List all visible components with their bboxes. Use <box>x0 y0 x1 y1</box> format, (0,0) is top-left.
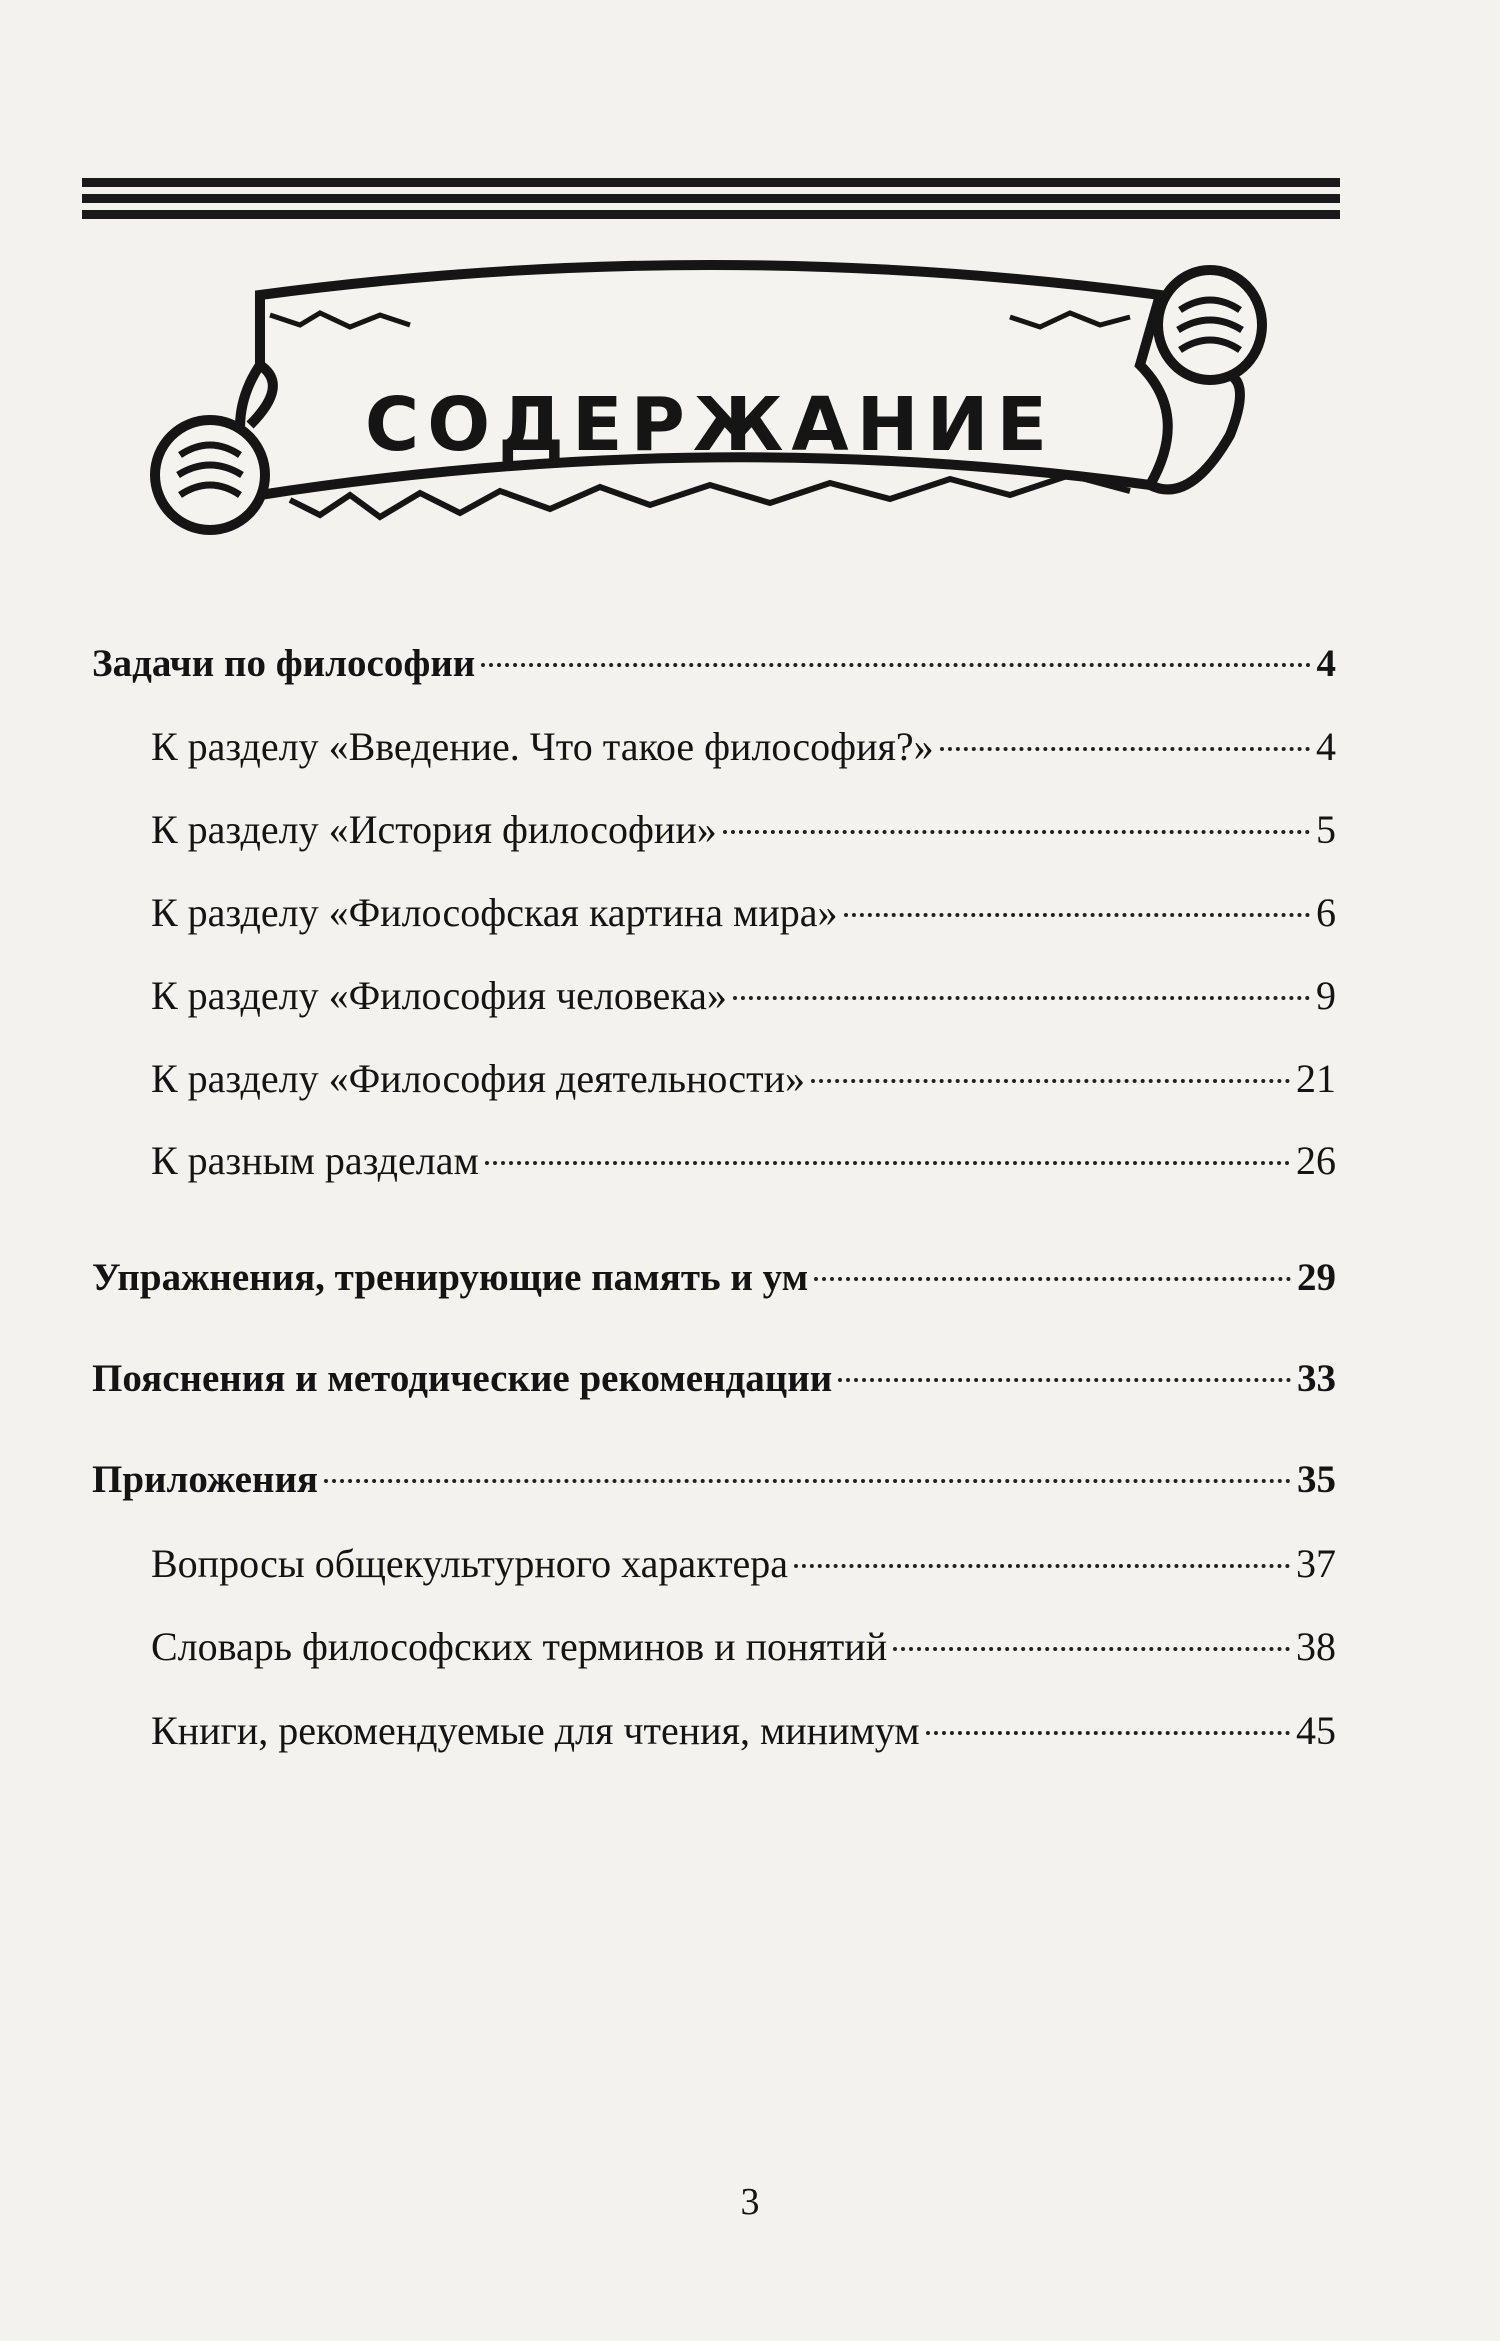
toc-entry[interactable] <box>92 640 1336 688</box>
toc-entry-label: К разделу «История философии» <box>151 807 717 852</box>
toc-entry-label: Вопросы общекультурного характера <box>151 1541 789 1586</box>
toc-entry[interactable] <box>92 1137 1336 1185</box>
toc-leader-dots <box>324 1479 1291 1483</box>
toc-entry-label: Приложения <box>92 1458 319 1501</box>
toc-entry[interactable] <box>92 1540 1336 1588</box>
toc-leader-dots <box>481 663 1310 667</box>
toc-entry-label: К разным разделам <box>151 1138 479 1183</box>
toc-entry-page: 21 <box>1296 1056 1336 1101</box>
toc-entry-page: 5 <box>1316 807 1336 852</box>
toc-entry-page: 38 <box>1296 1624 1336 1669</box>
toc-leader-dots <box>733 996 1310 1000</box>
toc-entry-label: Книги, рекомендуемые для чтения, минимум <box>151 1708 920 1753</box>
toc-entry[interactable] <box>92 1707 1336 1755</box>
toc-leader-dots <box>940 747 1310 751</box>
toc-entry-page: 33 <box>1297 1357 1336 1400</box>
toc-entry-page: 45 <box>1296 1708 1336 1753</box>
toc-entry-page: 9 <box>1316 973 1336 1018</box>
toc-entry-page: 35 <box>1297 1458 1336 1501</box>
page-number: 3 <box>740 2181 760 2223</box>
toc-leader-dots <box>723 830 1310 834</box>
toc-entry[interactable] <box>92 806 1336 854</box>
toc-leader-dots <box>794 1564 1290 1568</box>
toc-leader-dots <box>926 1731 1290 1735</box>
toc-leader-dots <box>811 1079 1290 1083</box>
toc-leader-dots <box>838 1378 1291 1382</box>
toc-entry[interactable] <box>92 1355 1336 1403</box>
toc-entry[interactable] <box>92 1456 1336 1504</box>
toc-entry[interactable] <box>92 1623 1336 1671</box>
toc-entry-page: 6 <box>1316 890 1336 935</box>
toc-leader-dots <box>485 1161 1290 1165</box>
toc-entry-label: Задачи по философии <box>92 642 476 685</box>
toc-entry-page: 26 <box>1296 1138 1336 1183</box>
header-rule <box>82 210 1340 219</box>
toc-entry-label: К разделу «Философия деятельности» <box>151 1056 806 1101</box>
toc-entry-page: 4 <box>1316 642 1336 685</box>
header-rule <box>82 178 1340 187</box>
toc-leader-dots <box>814 1277 1291 1281</box>
toc-entry-label: К разделу «Философская картина мира» <box>151 890 838 935</box>
toc-entry[interactable] <box>92 972 1336 1020</box>
toc-entry[interactable] <box>92 889 1336 937</box>
toc-entry-label: Упражнения, тренирующие память и ум <box>92 1256 809 1299</box>
toc-entry-label: Пояснения и методические рекомендации <box>92 1357 833 1400</box>
header-rules <box>82 178 1340 226</box>
table-of-contents <box>92 640 1336 1755</box>
scroll-banner <box>150 255 1270 555</box>
toc-entry-page: 4 <box>1316 724 1336 769</box>
toc-entry-label: К разделу «Философия человека» <box>151 973 727 1018</box>
toc-entry[interactable] <box>92 1055 1336 1103</box>
toc-entry[interactable] <box>92 1254 1336 1302</box>
toc-entry[interactable] <box>92 723 1336 771</box>
toc-entry-label: К разделу «Введение. Что такое философия?» <box>151 724 934 769</box>
page-title: СОДЕРЖАНИЕ <box>364 382 1056 468</box>
toc-leader-dots <box>844 913 1310 917</box>
toc-leader-dots <box>893 1647 1290 1651</box>
header-rule <box>82 194 1340 203</box>
toc-entry-page: 29 <box>1297 1256 1336 1299</box>
toc-entry-page: 37 <box>1296 1541 1336 1586</box>
toc-entry-label: Словарь философских терминов и понятий <box>151 1624 888 1669</box>
